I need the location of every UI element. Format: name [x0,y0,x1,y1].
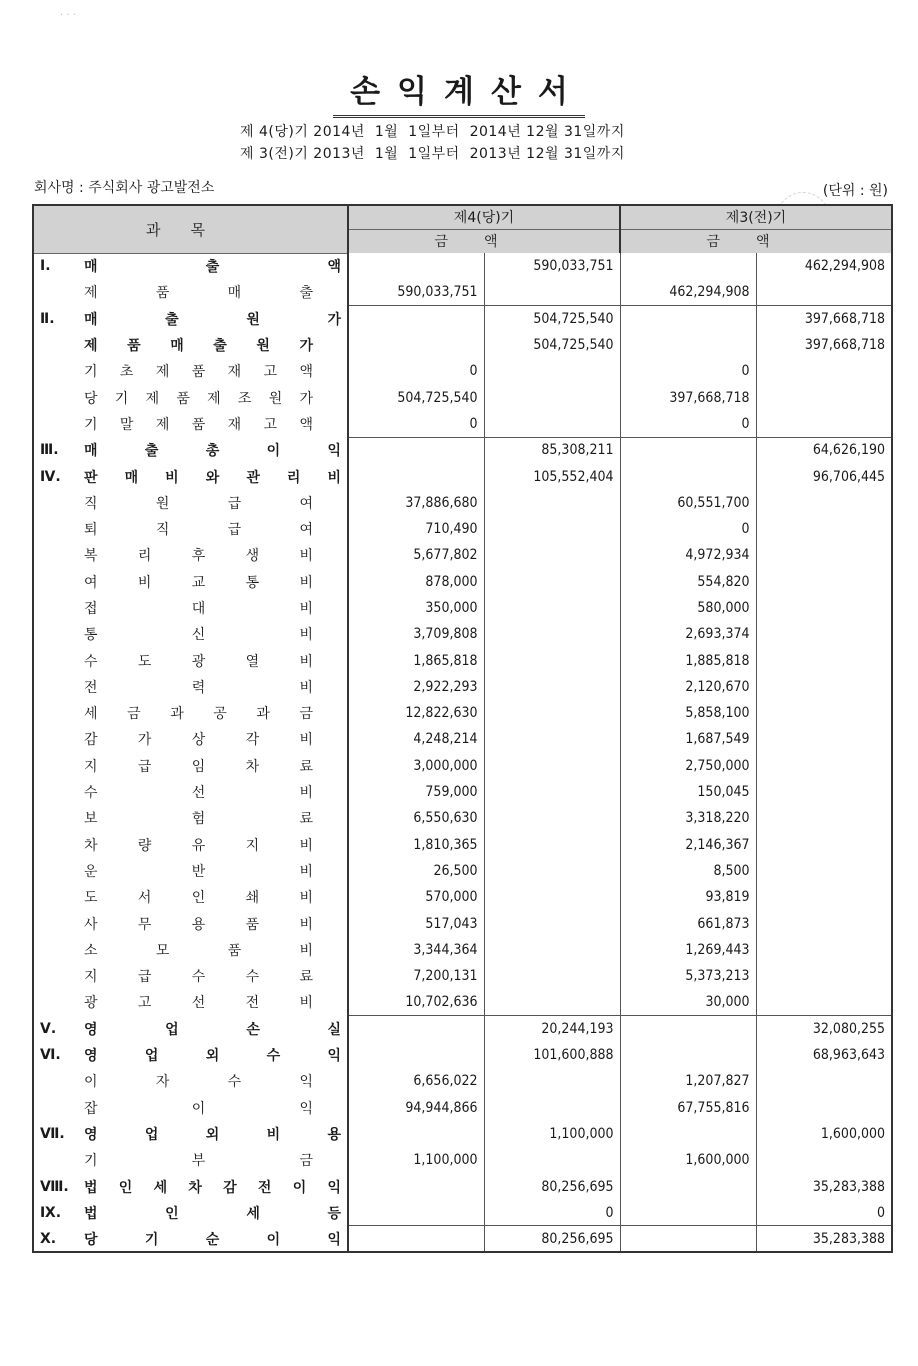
amount-cell-p2: 35,283,388 [756,1226,892,1252]
amount-cell-c1: 350,000 [348,595,484,621]
amount-cell-p1 [620,306,756,332]
amount-cell-p1: 67,755,816 [620,1095,756,1121]
amount-cell-p2 [756,963,892,989]
amount-cell-p2 [756,1095,892,1121]
table-row [33,1042,892,1068]
section-number: Ⅴ. [40,1020,57,1037]
table-row [33,1121,892,1147]
amount-cell-c1: 94,944,866 [348,1095,484,1121]
account-name: 접 대 비 [84,601,313,617]
table-row [33,569,892,595]
amount-cell-p2: 96,706,445 [756,463,892,489]
table-row [33,674,892,700]
amount-cell-p1: 1,687,549 [620,726,756,752]
amount-cell-c2: 504,725,540 [484,332,620,358]
table-row [33,1016,892,1042]
account-name-cell [33,1200,348,1226]
account-name-cell [33,700,348,726]
amount-cell-c1 [348,1121,484,1147]
table-row [33,700,892,726]
account-name: 매 출 원 가 [84,311,341,328]
section-number: Ⅳ. [40,468,61,485]
amount-cell-c2: 101,600,888 [484,1042,620,1068]
amount-cell-p2 [756,753,892,779]
amount-cell-c2 [484,358,620,384]
account-name: 법 인 세 차 감 전 이 익 [84,1179,341,1196]
header-current-amount: 금액 [348,229,620,253]
income-statement-table [32,204,893,1253]
amount-cell-p1: 0 [620,516,756,542]
section-number: Ⅸ. [40,1204,62,1221]
amount-cell-c1 [348,1173,484,1199]
account-name: 수 도 광 열 비 [84,653,313,670]
amount-cell-p2 [756,726,892,752]
table-row [33,1200,892,1226]
account-name-cell [33,569,348,595]
amount-cell-p1: 4,972,934 [620,542,756,568]
table-row [33,621,892,647]
table-row [33,1173,892,1199]
account-name-cell [33,726,348,752]
table-row [33,463,892,489]
amount-cell-c1: 1,810,365 [348,832,484,858]
amount-cell-p1 [620,1226,756,1252]
amount-cell-p1 [620,1200,756,1226]
account-name: 보 험 료 [84,811,313,828]
table-row [33,279,892,305]
account-name: 감 가 상 각 비 [84,732,313,749]
account-name-cell [33,989,348,1015]
amount-cell-c2 [484,621,620,647]
section-number: Ⅷ. [40,1178,69,1195]
account-name-cell [33,1173,348,1199]
account-name: 소 모 품 비 [84,942,313,959]
account-name: 지 급 임 차 료 [84,758,313,775]
amount-cell-c2 [484,779,620,805]
amount-cell-c2 [484,516,620,542]
amount-cell-c2 [484,647,620,673]
account-name-cell [33,753,348,779]
amount-cell-c2: 80,256,695 [484,1173,620,1199]
amount-cell-c2 [484,279,620,305]
amount-cell-c1: 1,100,000 [348,1147,484,1173]
section-number: Ⅱ. [40,310,55,327]
amount-cell-c1: 0 [348,411,484,437]
table-row [33,1095,892,1121]
account-name: 제 품 매 출 [84,285,313,302]
amount-cell-c2 [484,595,620,621]
amount-cell-c1: 6,550,630 [348,805,484,831]
account-name: 수 선 비 [84,785,313,802]
amount-cell-c1 [348,253,484,279]
account-name-cell [33,490,348,516]
amount-cell-c1: 0 [348,358,484,384]
amount-cell-p2 [756,779,892,805]
account-name-cell [33,779,348,805]
amount-cell-c1: 10,702,636 [348,989,484,1015]
amount-cell-c1: 26,500 [348,858,484,884]
account-name-cell [33,1095,348,1121]
account-name-cell [33,910,348,936]
table-row [33,253,892,279]
account-name-cell [33,516,348,542]
amount-cell-p1: 2,750,000 [620,753,756,779]
amount-cell-c2 [484,490,620,516]
account-name: 영 업 손 실 [84,1021,341,1038]
amount-cell-c1 [348,306,484,332]
header-subject: 과목 [33,205,348,253]
amount-cell-p2 [756,674,892,700]
amount-cell-c1 [348,1016,484,1042]
amount-cell-p2 [756,884,892,910]
amount-cell-p1 [620,253,756,279]
account-name: 전 력 비 [84,679,313,696]
table-row [33,726,892,752]
account-name: 매 출 총 이 익 [84,443,341,460]
amount-cell-p1: 462,294,908 [620,279,756,305]
amount-cell-p2 [756,989,892,1015]
amount-cell-c2 [484,1068,620,1094]
amount-cell-c1: 3,344,364 [348,937,484,963]
account-name: 기 초 제 품 재 고 액 [84,364,313,381]
account-name-cell [33,595,348,621]
amount-cell-c1: 590,033,751 [348,279,484,305]
account-name-cell [33,542,348,568]
amount-cell-c2 [484,805,620,831]
header-previous-period: 제3(전)기 [620,205,892,229]
amount-cell-p1 [620,1173,756,1199]
amount-cell-c2 [484,963,620,989]
amount-cell-c2 [484,884,620,910]
account-name-cell [33,411,348,437]
amount-cell-p2 [756,569,892,595]
amount-cell-p1: 1,885,818 [620,647,756,673]
table-row [33,411,892,437]
account-name-cell [33,1068,348,1094]
account-name: 당 기 순 이 익 [84,1231,341,1248]
header-current-period: 제4(당)기 [348,205,620,229]
amount-cell-c1: 7,200,131 [348,963,484,989]
section-number: Ⅹ. [40,1230,57,1247]
account-name: 사 무 용 품 비 [84,916,313,933]
amount-cell-p1: 60,551,700 [620,490,756,516]
amount-cell-c1: 759,000 [348,779,484,805]
account-name-cell [33,621,348,647]
account-name: 여 비 교 통 비 [84,574,313,591]
amount-cell-c2 [484,700,620,726]
amount-cell-c1 [348,1042,484,1068]
table-row [33,1068,892,1094]
account-name: 지 급 수 수 료 [84,969,313,986]
amount-cell-c1: 3,000,000 [348,753,484,779]
account-name: 복 리 후 생 비 [84,548,313,565]
account-name: 퇴 직 급 여 [84,522,313,539]
account-name-cell [33,805,348,831]
amount-cell-p2 [756,1068,892,1094]
amount-cell-p2: 0 [756,1200,892,1226]
amount-cell-c2 [484,1147,620,1173]
amount-cell-c1 [348,332,484,358]
amount-cell-c1: 517,043 [348,910,484,936]
table-row [33,595,892,621]
amount-cell-c2: 590,033,751 [484,253,620,279]
amount-cell-p1 [620,463,756,489]
amount-cell-c2 [484,384,620,410]
document-title [0,66,918,118]
amount-cell-p1: 8,500 [620,858,756,884]
amount-cell-c2 [484,411,620,437]
account-name-cell [33,647,348,673]
scan-noise: · · · [60,10,76,21]
amount-cell-p1: 661,873 [620,910,756,936]
account-name: 통 신 비 [84,627,313,644]
unit-label: (단위 : 원) [822,183,888,199]
amount-cell-p2 [756,700,892,726]
table-row [33,805,892,831]
amount-cell-c2 [484,569,620,595]
amount-cell-c2 [484,674,620,700]
table-row [33,358,892,384]
amount-cell-p1: 0 [620,358,756,384]
table-row [33,832,892,858]
table-row [33,490,892,516]
amount-cell-p1 [620,332,756,358]
account-name: 당 기 제 품 제 조 원 가 [84,390,313,407]
amount-cell-c1: 878,000 [348,569,484,595]
section-number: Ⅶ. [40,1125,65,1142]
table-row [33,989,892,1015]
amount-cell-c1 [348,437,484,463]
table-row [33,858,892,884]
account-name-cell [33,1147,348,1173]
amount-cell-p2 [756,516,892,542]
amount-cell-c1 [348,1226,484,1252]
account-name-cell [33,332,348,358]
period-previous: 제 3(전)기 2013년 1월 1일부터 2013년 12월 31일까지 [240,146,625,162]
amount-cell-p1 [620,1042,756,1068]
amount-cell-p2 [756,542,892,568]
amount-cell-p2 [756,910,892,936]
amount-cell-c2 [484,542,620,568]
amount-cell-c1: 6,656,022 [348,1068,484,1094]
account-name-cell [33,1042,348,1068]
account-name-cell [33,884,348,910]
amount-cell-p2 [756,647,892,673]
amount-cell-c2 [484,989,620,1015]
amount-cell-p2 [756,279,892,305]
amount-cell-p1: 3,318,220 [620,805,756,831]
amount-cell-p1: 30,000 [620,989,756,1015]
amount-cell-p1 [620,1016,756,1042]
section-number: Ⅲ. [40,442,59,459]
amount-cell-c2: 80,256,695 [484,1226,620,1252]
amount-cell-p2 [756,832,892,858]
amount-cell-c2: 0 [484,1200,620,1226]
amount-cell-c1: 12,822,630 [348,700,484,726]
amount-cell-c2 [484,832,620,858]
amount-cell-p1 [620,1121,756,1147]
amount-cell-p1: 2,693,374 [620,621,756,647]
header-previous-amount: 금액 [620,229,892,253]
amount-cell-p2 [756,595,892,621]
amount-cell-p1: 2,120,670 [620,674,756,700]
amount-cell-p1: 5,373,213 [620,963,756,989]
amount-cell-c1: 504,725,540 [348,384,484,410]
account-name-cell [33,253,348,279]
amount-cell-c2 [484,937,620,963]
amount-cell-p2: 462,294,908 [756,253,892,279]
account-name: 매 출 액 [84,259,341,276]
account-name: 법 인 세 등 [84,1205,341,1222]
table-row [33,779,892,805]
account-name: 잡 이 익 [84,1100,313,1117]
amount-cell-c1: 3,709,808 [348,621,484,647]
amount-cell-p2: 68,963,643 [756,1042,892,1068]
amount-cell-p2: 35,283,388 [756,1173,892,1199]
period-current: 제 4(당)기 2014년 1월 1일부터 2014년 12월 31일까지 [240,124,625,140]
table-row [33,937,892,963]
amount-cell-c1: 2,922,293 [348,674,484,700]
table-row [33,542,892,568]
amount-cell-p1: 2,146,367 [620,832,756,858]
amount-cell-c2 [484,1095,620,1121]
table-row [33,647,892,673]
amount-cell-p1: 580,000 [620,595,756,621]
amount-cell-p2 [756,858,892,884]
account-name-cell [33,1226,348,1252]
account-name: 운 반 비 [84,863,313,880]
table-row [33,963,892,989]
account-name-cell [33,858,348,884]
account-name-cell [33,463,348,489]
account-name: 영 업 외 수 익 [84,1048,341,1065]
table-row [33,1226,892,1252]
table-row [33,437,892,463]
amount-cell-p1: 5,858,100 [620,700,756,726]
account-name: 차 량 유 지 비 [84,837,313,854]
account-name-cell [33,358,348,384]
amount-cell-c2: 20,244,193 [484,1016,620,1042]
table-row [33,884,892,910]
account-name-cell [33,1121,348,1147]
account-name-cell [33,963,348,989]
amount-cell-p1 [620,437,756,463]
amount-cell-c2 [484,726,620,752]
account-name: 도 서 인 쇄 비 [84,890,313,907]
account-name-cell [33,437,348,463]
amount-cell-p2: 397,668,718 [756,332,892,358]
amount-cell-p2 [756,490,892,516]
amount-cell-c1: 710,490 [348,516,484,542]
amount-cell-p2 [756,621,892,647]
amount-cell-c1 [348,463,484,489]
account-name-cell [33,832,348,858]
table-row [33,332,892,358]
account-name-cell [33,674,348,700]
amount-cell-c2 [484,753,620,779]
amount-cell-p1: 93,819 [620,884,756,910]
account-name: 제 품 매 출 원 가 [84,338,313,355]
amount-cell-p1: 554,820 [620,569,756,595]
amount-cell-p2: 32,080,255 [756,1016,892,1042]
amount-cell-p2 [756,805,892,831]
amount-cell-c1 [348,1200,484,1226]
account-name-cell [33,306,348,332]
account-name-cell [33,1016,348,1042]
amount-cell-p2 [756,384,892,410]
account-name-cell [33,937,348,963]
amount-cell-c2: 105,552,404 [484,463,620,489]
amount-cell-c2: 1,100,000 [484,1121,620,1147]
table-row [33,1147,892,1173]
amount-cell-p1: 1,269,443 [620,937,756,963]
amount-cell-p2 [756,1147,892,1173]
amount-cell-p2 [756,937,892,963]
account-name: 판 매 비 와 관 리 비 [84,469,341,486]
amount-cell-c1: 1,865,818 [348,647,484,673]
amount-cell-p2: 397,668,718 [756,306,892,332]
account-name: 광 고 선 전 비 [84,995,313,1012]
amount-cell-c1: 4,248,214 [348,726,484,752]
amount-cell-c2 [484,858,620,884]
account-name: 기 말 제 품 재 고 액 [84,416,313,433]
account-name: 이 자 수 익 [84,1074,313,1091]
account-name: 직 원 급 여 [84,495,313,512]
account-name: 기 부 금 [84,1153,313,1170]
amount-cell-p2: 64,626,190 [756,437,892,463]
amount-cell-p1: 150,045 [620,779,756,805]
table-row [33,306,892,332]
table-row [33,516,892,542]
amount-cell-c2 [484,910,620,936]
table-row [33,753,892,779]
table-row [33,910,892,936]
amount-cell-p1: 1,600,000 [620,1147,756,1173]
amount-cell-p1: 0 [620,411,756,437]
account-name: 영 업 외 비 용 [84,1126,341,1143]
amount-cell-p1: 397,668,718 [620,384,756,410]
company-name: 회사명 : 주식회사 광고발전소 [34,180,215,196]
amount-cell-p1: 1,207,827 [620,1068,756,1094]
account-name-cell [33,384,348,410]
amount-cell-c1: 570,000 [348,884,484,910]
amount-cell-c2: 504,725,540 [484,306,620,332]
account-name: 세 금 과 공 과 금 [84,706,313,723]
account-name-cell [33,279,348,305]
title-text: 손익계산서 [333,66,585,118]
section-number: Ⅰ. [40,258,51,275]
amount-cell-p2: 1,600,000 [756,1121,892,1147]
amount-cell-c2: 85,308,211 [484,437,620,463]
amount-cell-p2 [756,358,892,384]
amount-cell-c1: 37,886,680 [348,490,484,516]
amount-cell-p2 [756,411,892,437]
table-row [33,384,892,410]
amount-cell-c1: 5,677,802 [348,542,484,568]
section-number: Ⅵ. [40,1047,61,1064]
